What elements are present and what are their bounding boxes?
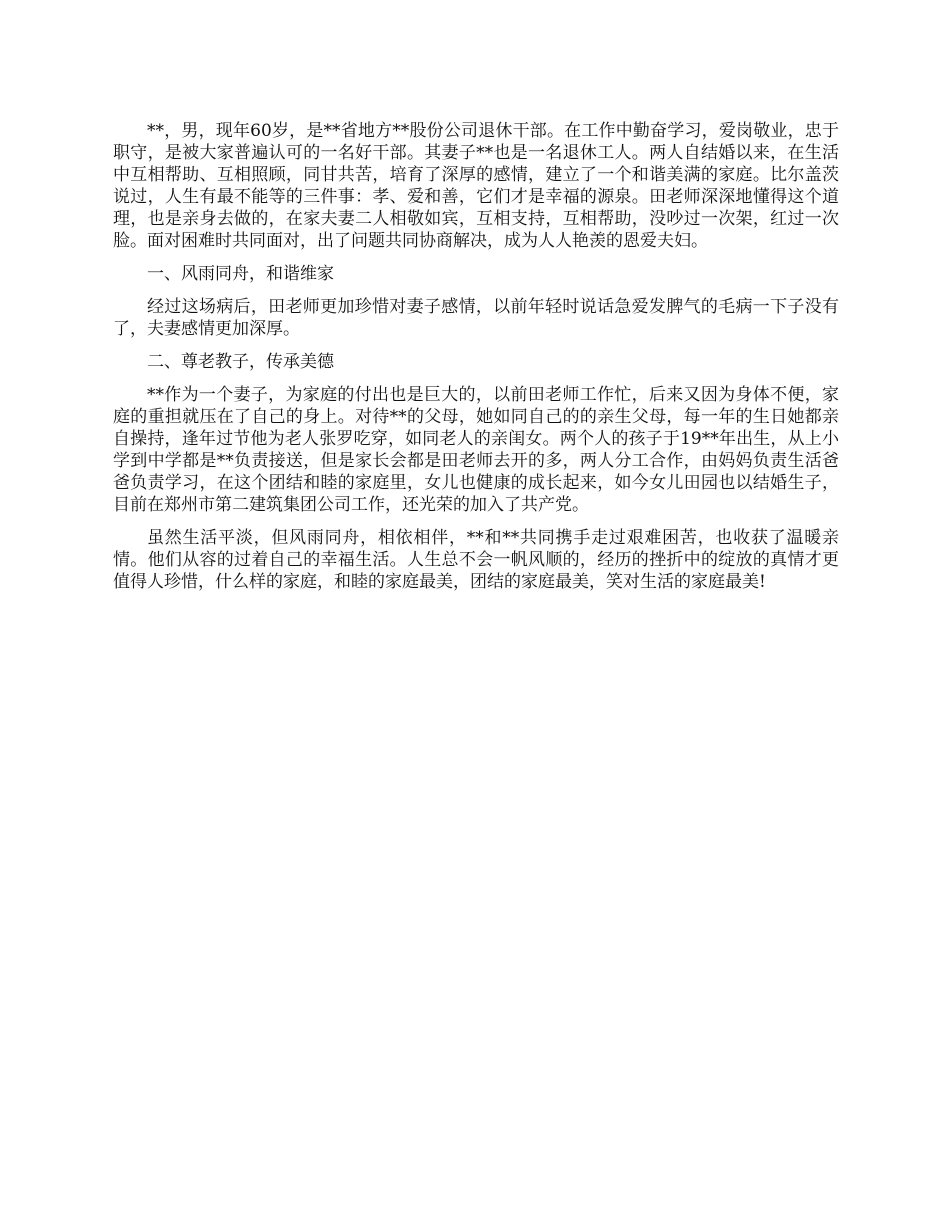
paragraph-intro: **，男，现年60岁，是**省地方**股份公司退休干部。在工作中勤奋学习，爱岗敬业，忠于职守，是被大家普遍认可的一名好干部。其妻子**也是一名退休工人。两人自结婚以来，在生活中互相帮助、互相照顾，同甘共苦，培育了深厚的感情，建立了一个和谐美满的家庭。比尔盖茨说过，人生有最不能等的三件事：孝、爱和善，它们才是幸福的源泉。田老师深深地懂得这个道理，也是亲身去做的，在家夫妻二人相敬如宾，互相支持，互相帮助，没吵过一次架，红过一次脸。面对困难时共同面对，出了问题共同协商解决，成为人人艳羡的恩爱夫妇。 bbox=[113, 121, 839, 251]
document-page bbox=[113, 120, 839, 604]
section-heading-1: 一、风雨同舟，和谐维家 bbox=[147, 264, 334, 284]
paragraph-section-2: **作为一个妻子，为家庭的付出也是巨大的，以前田老师工作忙，后来又因为身体不便，家庭的重担就压在了自己的身上。对待**的父母，她如同自己的的亲生父母，每一年的生日她都亲自操持，逢年过节他为老人张罗吃穿，如同老人的亲闺女。两个人的孩子于19**年出生，从上小学到中学都是**负责接送，但是家长会都是田老师去开的多，两人分工合作，由妈妈负责生活爸爸负责学习，在这个团结和睦的家庭里，女儿也健康的成长起来，如今女儿田园也以结婚生子，目前在郑州市第二建筑集团公司工作，还光荣的加入了共产党。 bbox=[113, 385, 839, 515]
paragraph-section-1: 经过这场病后，田老师更加珍惜对妻子感情，以前年轻时说话急爱发脾气的毛病一下子没有了，夫妻感情更加深厚。 bbox=[113, 297, 839, 339]
section-heading-2: 二、尊老教子，传承美德 bbox=[147, 352, 334, 372]
paragraph-conclusion: 虽然生活平淡，但风雨同舟，相依相伴，**和**共同携手走过艰难困苦，也收获了温暖亲情。他们从容的过着自己的幸福生活。人生总不会一帆风顺的，经历的挫折中的绽放的真情才更值得人珍惜，什么样的家庭，和睦的家庭最美，团结的家庭最美，笑对生活的家庭最美! bbox=[113, 528, 839, 592]
